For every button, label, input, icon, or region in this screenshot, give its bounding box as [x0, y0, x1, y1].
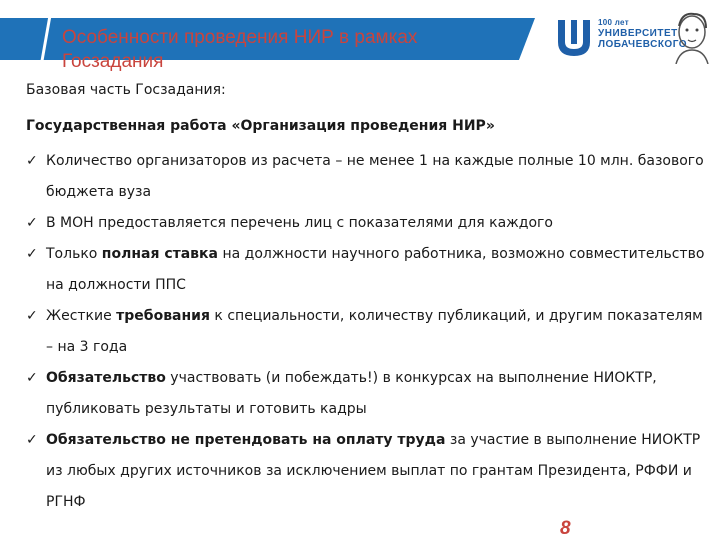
- list-item-post-text: В МОН предоставляется перечень лиц с показателями для каждого: [46, 215, 553, 231]
- page-number: 8: [560, 518, 571, 539]
- subtitle: Базовая часть Госзадания:: [26, 82, 226, 98]
- logo-line2: ЛОБАЧЕВСКОГО: [598, 39, 688, 50]
- checkmark-icon: ✓: [26, 153, 38, 169]
- slide-title: Особенности проведения НИР в рамках Госзадания: [62, 27, 418, 72]
- university-logo: [554, 10, 714, 64]
- list-item-post-text: участвовать (и побеждать!) в конкурсах на выполнение НИОКТР, публиковать результаты и готовить кадры: [46, 370, 657, 417]
- list-item-bold-text: Обязательство не претендовать на оплату труда: [46, 432, 446, 448]
- unn-logo-icon: [554, 16, 594, 60]
- lobachevsky-portrait-icon: [670, 10, 714, 64]
- list-item-bold-text: требования: [116, 308, 210, 324]
- logo-years: 100 лет: [598, 18, 629, 27]
- list-item: [26, 301, 706, 363]
- list-item: [26, 239, 706, 301]
- list-item: [26, 208, 706, 239]
- list-item: [26, 363, 706, 425]
- section-heading: Государственная работа «Организация проведения НИР»: [26, 118, 495, 134]
- slide-header: [0, 0, 720, 72]
- list-item-post-text: на должности научного работника, возможно совместительство на должности ППС: [46, 246, 705, 293]
- list-item-post-text: Количество организаторов из расчета – не менее 1 на каждые полные 10 млн. базового бюджета вуза: [46, 153, 704, 200]
- list-item: [26, 425, 706, 518]
- list-item-bold-text: полная ставка: [101, 246, 218, 262]
- list-item-post-text: за участие в выполнение НИОКТР из любых других источников за исключением выплат по грантам Президента, РФФИ и РГНФ: [46, 432, 701, 510]
- list-item-post-text: к специальности, количеству публикаций, и другим показателям – на 3 года: [46, 308, 703, 355]
- checkmark-icon: ✓: [26, 246, 38, 262]
- slide-content: [26, 80, 706, 518]
- checkmark-icon: ✓: [26, 308, 38, 324]
- bullet-list: [26, 146, 706, 518]
- list-item: [26, 146, 706, 208]
- list-item-bold-text: Обязательство: [46, 370, 166, 386]
- checkmark-icon: ✓: [26, 215, 38, 231]
- list-item-pre-text: Только: [46, 246, 102, 262]
- checkmark-icon: ✓: [26, 370, 38, 386]
- list-item-pre-text: Жесткие: [46, 308, 117, 324]
- checkmark-icon: ✓: [26, 432, 38, 448]
- logo-line1: УНИВЕРСИТЕТ: [598, 28, 678, 39]
